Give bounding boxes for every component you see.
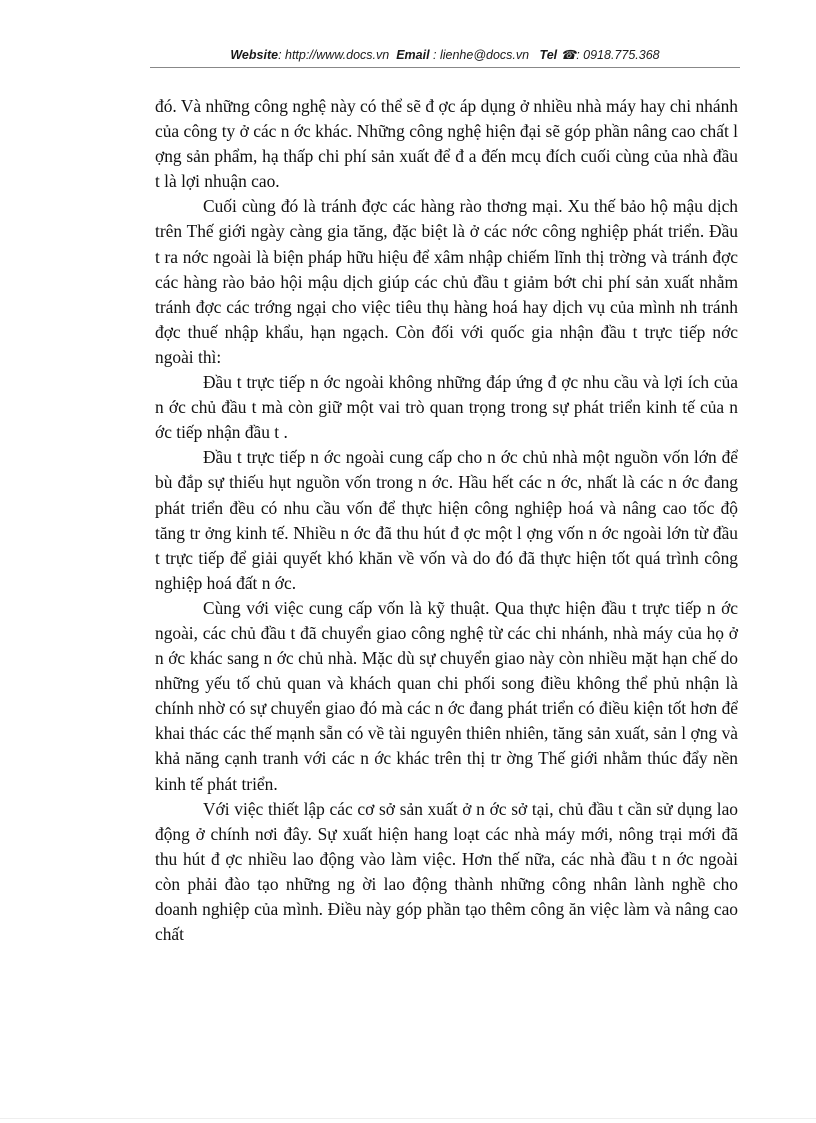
website-value: : http://www.docs.vn [278, 48, 390, 62]
website-label: Website [230, 48, 279, 62]
paragraph: Đầu t trực tiếp n ớc ngoài cung cấp cho n ớc chủ nhà một nguồn vốn lớn để bù đắp sự thiếu hụt nguồn vốn trong n ớc. Hầu hết các n ớc, nhất là các n ớc đang phát triển đều có nhu cầu vốn để thực hiện công nghiệp hoá và nâng cao tốc độ tăng tr ởng kinh tế. Nhiều n ớc đã thu hút đ ợc một l ợng vốn n ớc ngoài lớn từ đầu t trực tiếp để giải quyết khó khăn về vốn và do đó đã thực hiện tốt quá trình công nghiệp hoá đất n ớc. [155, 447, 738, 593]
email-label: Email [396, 48, 430, 62]
tel-label: Tel [539, 48, 558, 62]
paragraph: Với việc thiết lập các cơ sở sản xuất ở n ớc sở tại, chủ đầu t cần sử dụng lao động ở chính nơi đây. Sự xuất hiện hang loạt các nhà máy mới, nông trại mới đã thu hút đ ợc nhiều lao động vào làm việc. Hơn thế nữa, các nhà đầu t n ớc ngoài còn phải đào tạo những ng ời lao động thành những công nhân lành nghề cho doanh nghiệp của mình. Điều này góp phần tạo thêm công ăn việc làm và nâng cao chất [155, 798, 738, 945]
paragraph: đó. Và những công nghệ này có thể sẽ đ ợc áp dụng ở nhiều nhà máy hay chi nhánh của công ty ở các n ớc khác. Những công nghệ hiện đại sẽ góp phần nâng cao chất l ợng sản phẩm, hạ thấp chi phí sản xuất để đ a đến mcụ đích cuối cùng của nhà đầu t là lợi nhuận cao. [155, 96, 738, 192]
email-value: : lienhe@docs.vn [433, 48, 530, 62]
phone-icon: ☎ [560, 48, 577, 62]
footer-rule [0, 1118, 816, 1119]
page-header [150, 47, 740, 62]
tel-value: : 0918.775.368 [576, 48, 660, 62]
paragraph: Đầu t trực tiếp n ớc ngoài không những đáp ứng đ ợc nhu cầu và lợi ích của n ớc chủ đầu t mà còn giữ một vai trò quan trọng trong sự phát triển kinh tế của n ớc tiếp nhận đầu t . [155, 372, 738, 443]
paragraph: Cùng với việc cung cấp vốn là kỹ thuật. Qua thực hiện đầu t trực tiếp n ớc ngoài, các chủ đầu t đã chuyển giao công nghệ từ các chi nhánh, nhà máy của họ ở n ớc khác sang n ớc chủ nhà. Mặc dù sự chuyển giao này còn nhiều mặt hạn chế do những yếu tố chủ quan và khách quan chi phối song điều không thể phủ nhận là chính nhờ có sự chuyển giao đó mà các n ớc đang phát triển có điều kiện tốt hơn để khai thác các thế mạnh sẵn có về tài nguyên thiên nhiên, tăng sản xuất, sản l ợng và khả năng cạnh tranh với các n ớc khác trên thị tr ờng Thế giới nhằm thúc đẩy nền kinh tế phát triển. [155, 597, 738, 794]
body-text [155, 94, 738, 947]
paragraph: Cuối cùng đó là tránh đợc các hàng rào thơng mại. Xu thế bảo hộ mậu dịch trên Thế giới ngày càng gia tăng, đặc biệt là ở các nớc công nghiệp phát triển. Đầu t ra nớc ngoài là biện pháp hữu hiệu để xâm nhập chiếm lĩnh thị trờng và tránh đợc các hàng rào bảo hội mậu dịch giúp các chủ đầu t giảm bớt chi phí sản xuất nhằm tránh đợc các trớng ngại cho việc tiêu thụ hàng hoá hay dịch vụ của mình nh tránh đợc thuế nhập khẩu, hạn ngạch. Còn đối với quốc gia nhận đầu t trực tiếp nớc ngoài thì: [155, 196, 738, 367]
header-rule [150, 67, 740, 68]
